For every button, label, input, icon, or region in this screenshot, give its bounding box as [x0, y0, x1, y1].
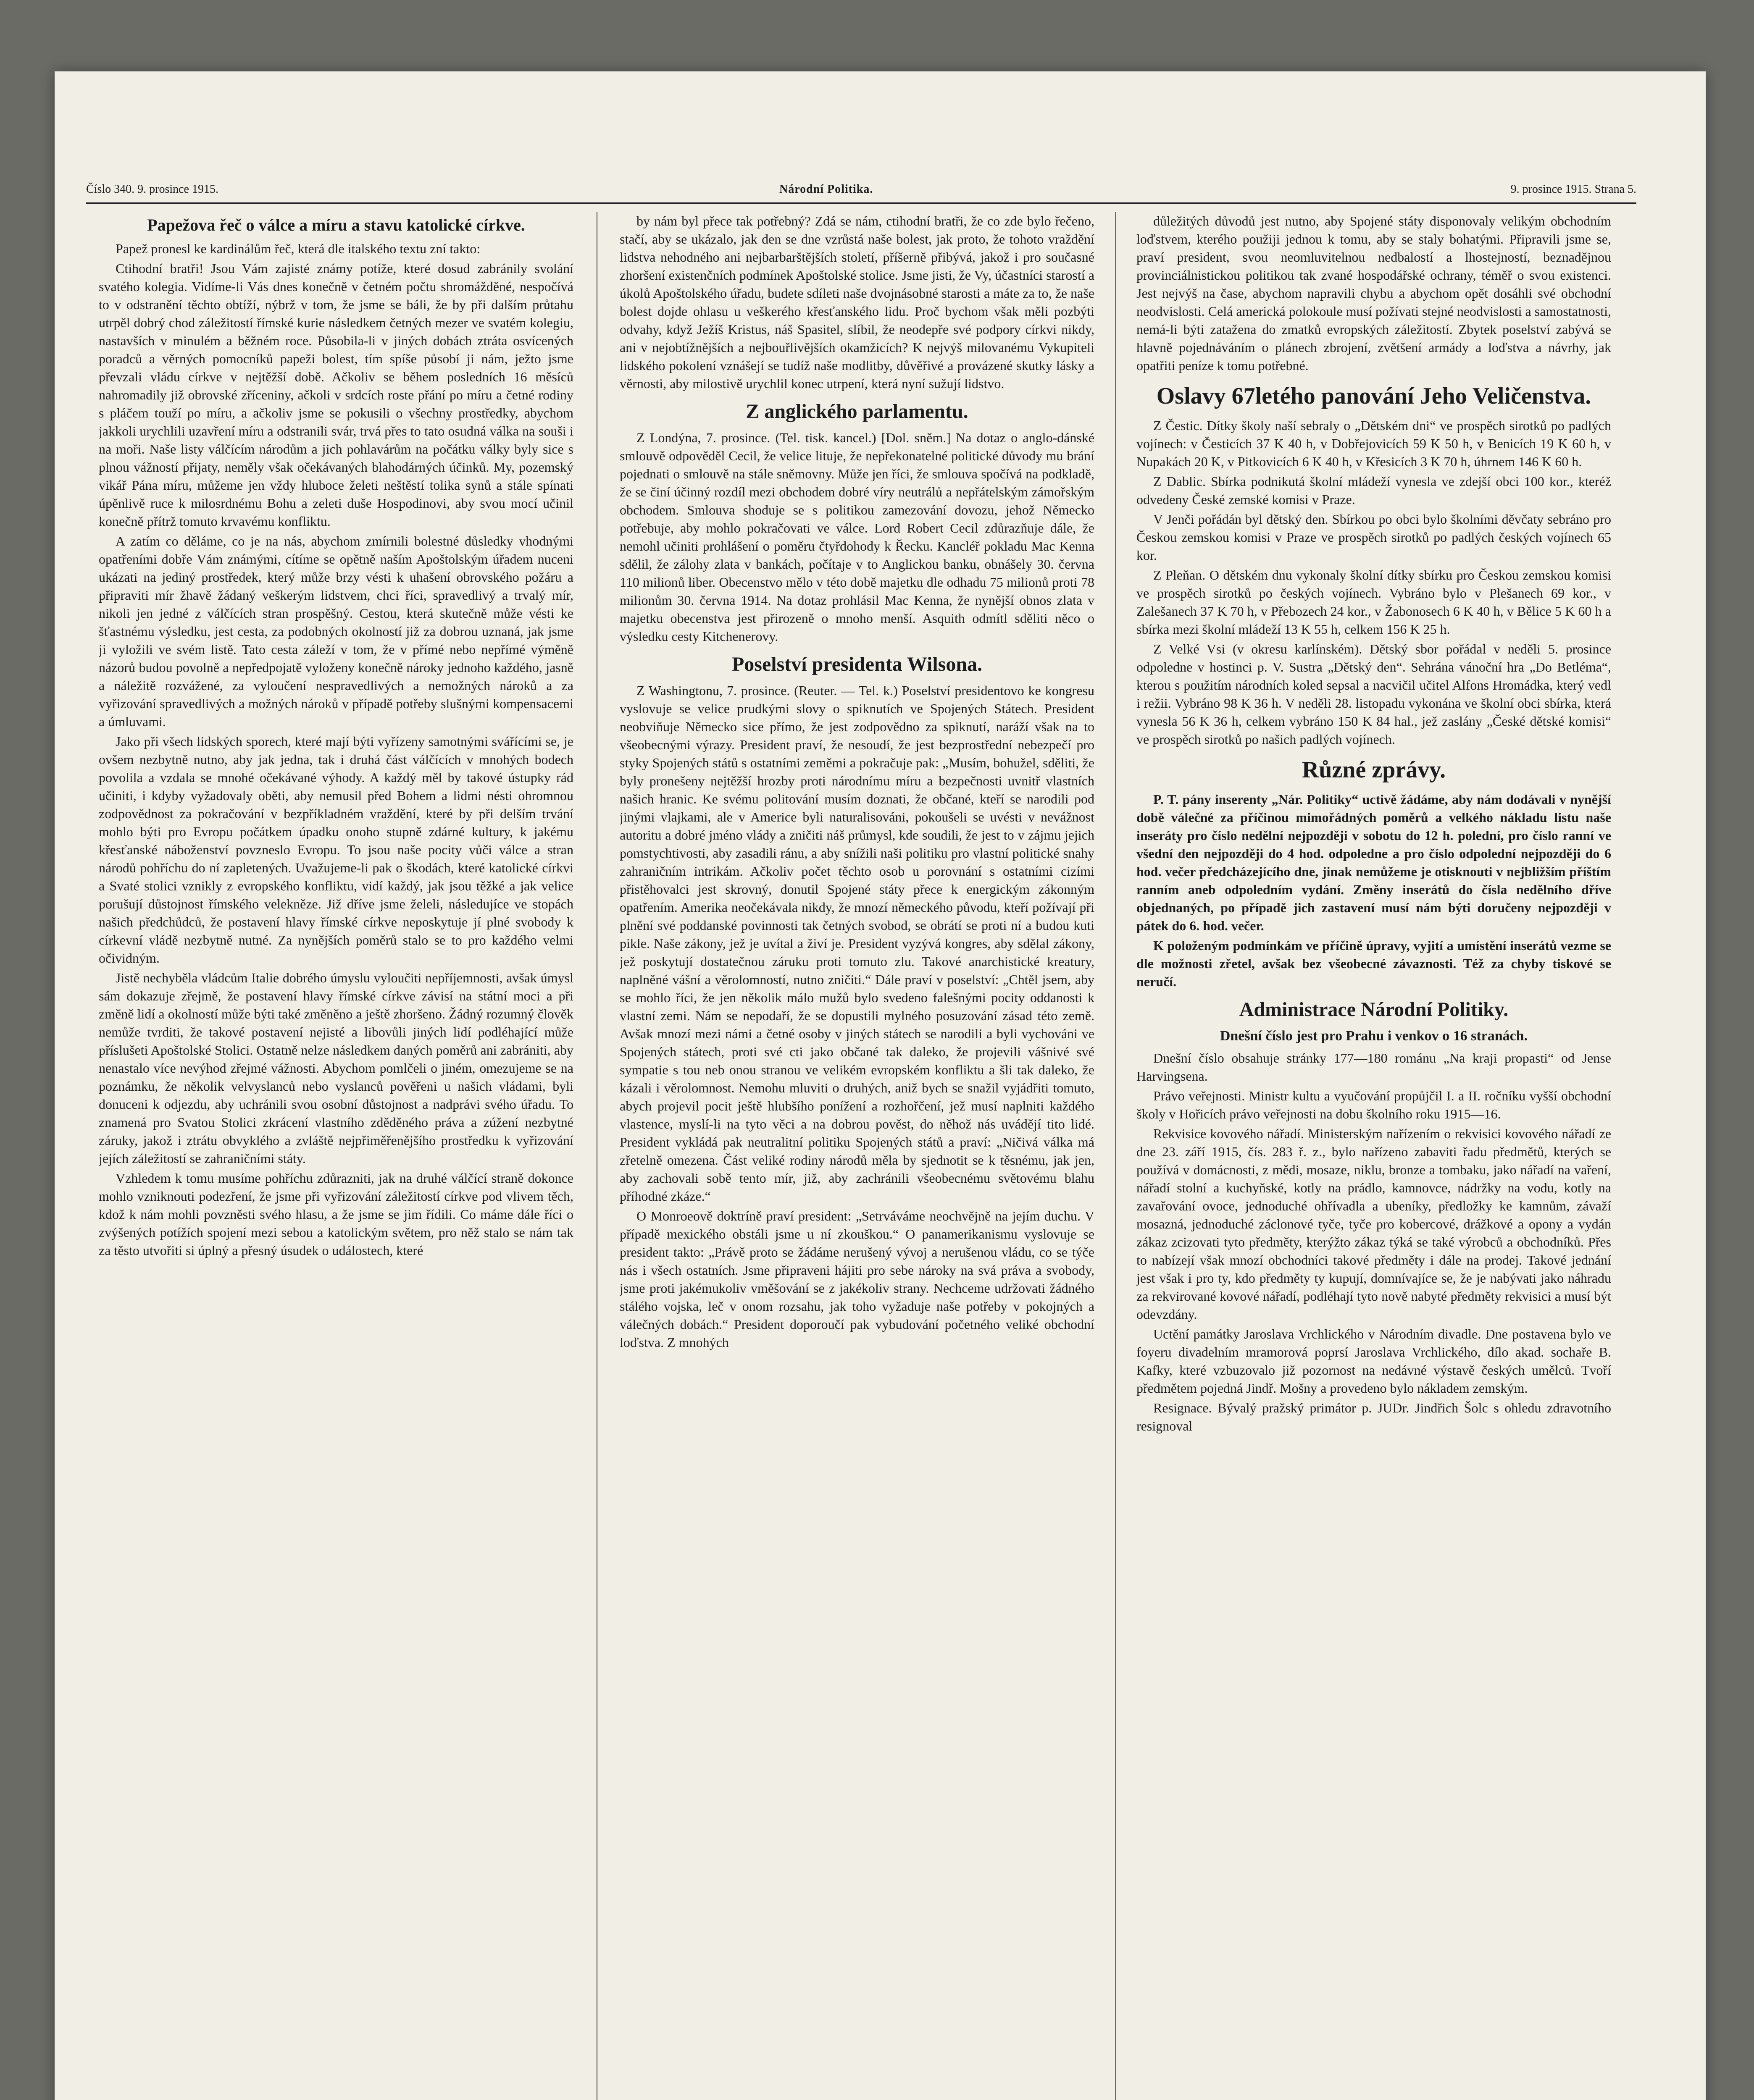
- column-divider: [1115, 212, 1116, 2100]
- signature-title: Administrace Národní Politiky.: [1239, 998, 1509, 1021]
- paragraph: A zatím co děláme, co je na nás, abychom zmírnili bolestné důsledky vhodnými opatřeními dobře Vám známými, cítíme se opětně naším Apoštolským úřadem nuceni ukázati na jediný prostředek, který může brzy vésti k uhašení obrovského požáru a připraviti mír žhavě žádaný veškerým lidstvem, chci říci, spravedlivý a trvalý mír, nikoli jen jedné z válčících stran prospěšný. Cestou, která skutečně může vésti ke šťastnému výsledku, jest cesta, za podobných okolností již za dobrou uznaná, jak jsme ji vyložili ve svém listě. Tato cesta záleží v tom, že v přímé nebo nepřímé výměně názorů budou povolně a nepředpojatě vyloženy konečně nároky jednoho každého, jasně a náležitě rozvážené, za vyloučení nespravedlivých a nemožných nároků a za vyřizování spravedlivých a možných nároků v případě potřeby slušnými kompensacemi a úmluvami.: [99, 533, 573, 729]
- page-header: [86, 183, 1636, 202]
- article-title: Papežova řeč o válce a míru a stavu katolické církve.: [147, 215, 525, 234]
- paragraph: by nám byl přece tak potřebný? Zdá se nám, ctihodní bratři, že co zde bylo řečeno, stačí, aby se ukázalo, jak den se dne vzrůstá naše bolest, jak proto, že tohoto vraždění lidstva nehodného ani nejbarbarštějších století, příšerně přibývá, jakož i pro současné zhoršení existenčních podmínek Apoštolské stolice. Jsme jisti, že Vy, účastníci starostí a úkolů Apoštolského úřadu, budete sdíleti naše dvojnásobné starosti a máte za to, že naše bolest dojde ohlasu u veškerého křesťanského lidu. Proč bychom však měli pozbýti odvahy, když Ježíš Kristus, náš Spasitel, slíbil, že neodepře své podpory církvi nikdy, ani v nejobtížnějších a nejbouřlivějších okamžicích? K nejvýš milovanému Vykupiteli lidského pokolení vznášejí se tudíž naše modlitby, důvěřivé a provázené skutky lásky a věrnosti, aby milostivě urychlil konec utrpení, která nyní sužují lidstvo.: [620, 213, 1094, 391]
- article-title: Z anglického parlamentu.: [746, 400, 968, 423]
- article-title: Poselství presidenta Wilsona.: [731, 653, 983, 675]
- paragraph: Vzhledem k tomu musíme pohříchu zdůrazniti, jak na druhé válčící straně dokonce mohlo vzniknouti podezření, že jsme při vyřizování záležitostí církve pod vlivem těch, kdož k nám mohli povzněsti svého hlasu, a že jsme se jim řídili. Co máme dále říci o zvýšených potížích spojení mezi sebou a katolickým světem, pro něž stalo se nám tak za těsto utvořiti si úplný a přesný úsudek o událostech, které: [99, 1171, 573, 1258]
- paragraph: P. T. pány inserenty „Nár. Politiky“ uctivě žádáme, aby nám dodávali v nynější době válečné za příčinou mimořádných poměrů a velkého nákladu listu naše inseráty pro číslo nedělní nejpozději v sobotu do 12 h. polední, pro číslo ranní ve všední den nejpozději do 4 hod. odpoledne a pro číslo odpolední nejpozději do 6 hod. večer předcházejícího dne, jinak nemůžeme je otisknouti v nejbližším příštím ranním aneb odpoledním vydání. Změny inserátů do čísla nedělního dříve objednaných, po případě jich zastavení musí nám býti doručeny nejpozději v pátek do 6. hod. večer.: [1136, 792, 1611, 933]
- column-2: [620, 212, 1094, 2100]
- paragraph: K položeným podmínkám ve příčině úpravy, vyjití a umístění inserátů vezme se dle možnosti zřetel, avšak bez všeobecné závaznosti. Též za chyby tiskové se neručí.: [1136, 938, 1611, 989]
- issue-number: Číslo 340. 9. prosince 1915.: [86, 183, 218, 196]
- paragraph: Jako při všech lidských sporech, které mají býti vyřízeny samotnými svářícími se, je ovšem nezbytně nutno, aby jak jedna, tak i druhá část válčících v mnohých bodech povolila a vzdala se mnohé očekávané výhody. A každý měl by takové ústupky rád učiniti, i kdyby vyžadovaly oběti, aby nemusil před Bohem a lidmi nésti ohromnou zodpovědnost za pokračování v bezpříkladném vraždění, které by při delším trvání mohlo býti pro Evropu počátkem úpadku onoho stupně zdárné kultury, k jakému křesťanské náboženství povzneslo Evropu. To jsou naše pocity vůči válce a stran národů pohříchu do ní zapletených. Uvažujeme-li pak o škodách, které katolické církvi a Svaté stolici vznikly z evropského konfliktu, vidí každý, jak jsou těžké a jak velice porušují důstojnost římského velekněze. Již dříve jsme želeli, následujíce ve stopách našich předchůdců, že postavení hlavy římské církve neposkytuje jí plné svobody k církevní vládě nezbytně nutné. Za nynějších poměrů stalo se to pro každého velmi očividným.: [99, 734, 573, 966]
- paragraph: Z Čestic. Dítky školy naší sebraly o „Dětském dni“ ve prospěch sirotků po padlých vojínech: v Česticích 37 K 40 h, v Dobřejovicích 59 K 50 h, v Benicích 19 K 60 h, v Nupakách 20 K, v Pitkovicích 6 K 40 h, v Křesicích 3 K 70 h, úhrnem 146 K 60 h.: [1136, 418, 1611, 469]
- paragraph: Z Dablic. Sbírka podnikutá školní mládeží vynesla ve zdejší obci 100 kor., kteréž odvedeny České zemské komisi v Praze.: [1136, 474, 1611, 507]
- paragraph: Z Pleňan. O dětském dnu vykonaly školní dítky sbírku pro Českou zemskou komisi ve prospěch sirotků po českých vojínech. Vybráno bylo v Plešanech 69 kor., v Zalešanech 37 K 70 h, v Přebozech 24 kor., v Žabonosech 6 K 40 h, v Bělice 5 K 60 h a sbírka mezi školní mládeží 13 K 55 h, celkem 156 K 25 h.: [1136, 567, 1611, 637]
- paragraph: Uctění památky Jaroslava Vrchlického v Národním divadle. Dne postavena bylo ve foyeru divadelním mramorová poprsí Jaroslava Vrchlického, dílo akad. sochaře B. Kafky, které vzbuzovalo již pozornost na nedávné výstavě českých umělců. Tvoří předmětem pojedná Jindř. Mošny a provedeno bylo nákladem zemským.: [1136, 1326, 1611, 1396]
- edition-note: Dnešní číslo jest pro Prahu i venkov o 16 stranách.: [1220, 1028, 1528, 1044]
- paragraph: V Jenči pořádán byl dětský den. Sbírkou po obci bylo školními děvčaty sebráno pro Českou zemskou komisi v Praze ve prospěch sirotků po padlých českých vojínech 65 kor.: [1136, 512, 1611, 563]
- paragraph: Resignace. Bývalý pražský primátor p. JUDr. Jindřich Šolc s ohledu zdravotního resignoval: [1136, 1400, 1611, 1433]
- paragraph: Papež pronesl ke kardinálům řeč, která dle italského textu zní takto:: [116, 241, 481, 256]
- header-rule: [86, 202, 1636, 204]
- article-title: Různé zprávy.: [1302, 757, 1446, 783]
- paragraph: Rekvisice kovového nářadí. Ministerským nařízením o rekvisici kovového nářadí ze dne 23. září 1915, čís. 283 ř. z., bylo nařízeno zabaviti řadu předmětů, kterých se používá v domácnosti, z mědi, mosaze, niklu, bronze a tombaku, jako nářadí na vaření, nářadí stolní a kuchyňské, kotly na prádlo, kamnovce, nádržky na vodu, kotly na zavařování ovoce, jednoduché ohřívadla a ubeníky, předložky ke kamnům, závaží mosazná, jednoduché záclonové tyče, tyče pro kobercové, drážkové a opony a vydán zákaz zcizovati tyto předměty, kterýžto zákaz týká se také výrobců a obchodníků. Přes to nabízejí však mnozí obchodníci takové předměty i dále na prodej. Takové jednání jest však i pro ty, kdo předměty ty kupují, domnívajíce se, že je nabývati jako náhradu za rekvirované kovové nářadí, podléhají tyto nově nabyté předměty rekvisici a musí být odevzdány.: [1136, 1126, 1611, 1322]
- paragraph: Dnešní číslo obsahuje stránky 177—180 románu „Na kraji propasti“ od Jense Harvingsena.: [1136, 1050, 1611, 1084]
- paragraph: důležitých důvodů jest nutno, aby Spojené státy disponovaly velikým obchodním loďstvem, kterého použiji jednou k tomu, aby se staly bohatými. Připravili jsme se, praví president, svou neomluvitelnou nedbalostí a lhostejností, beznadějnou provinciálnistickou politikou tak zvané hospodářské ochrany, téměř o svou existenci. Jest nejvýš na čase, abychom napravili chybu a abychom opět dosáhli své obchodní neodvislosti. Celá americká polokoule musí požívati stejné neodvislosti a samostatnosti, nemá-li býti zatažena do zmatků evropských záležitostí. Zbytek poselství zabývá se hlavně pojednáváním o plánech zbrojení, zvětšení armády a loďstva a návrhy, jak opatřiti peníze k tomu potřebné.: [1136, 213, 1611, 373]
- column-3: [1136, 212, 1611, 2100]
- paragraph: Právo veřejnosti. Ministr kultu a vyučování propůjčil I. a II. ročníku vyšší obchodní školy v Hořicích právo veřejnosti na dobu školního roku 1915—16.: [1136, 1088, 1611, 1121]
- article-body: [99, 240, 573, 1260]
- page-number: 9. prosince 1915. Strana 5.: [1510, 183, 1636, 196]
- paragraph: Z Velké Vsi (v okresu karlínském). Dětský sbor pořádal v neděli 5. prosince odpoledne v hostinci p. V. Sustra „Dětský den“. Sehrána vánoční hra „Do Betléma“, kterou s použitím národních koled sepsal a nacvičil učitel Alfons Hromádka, který vedl i režii. Vybráno 98 K 36 h. V neděli 28. listopadu vykonána ve školní obci sbírka, která vynesla 56 K 36 h, celkem vybráno 150 K 84 hal., jež zaslány „České dětské komisi“ ve prospěch sirotků po našich padlých vojínech.: [1136, 641, 1611, 747]
- paragraph: Z Washingtonu, 7. prosince. (Reuter. — Tel. k.) Poselství presidentovo ke kongresu vyslovuje se velice prudkými slovy o spiknutích ve Spojených Státech. President neobviňuje Německo sice přímo, že jest zodpovědno za spiknutí, naráží však na to všeobecnými výrazy. President praví, že nesoudí, že jest bezprostřední nebezpečí pro styky Spojených států s ostatními zeměmi a pokračuje pak: „Musím, bohužel, sděliti, že byly pronešeny nejtěžší hrozby proti národnímu míru a bezpečnosti uvnitř vlastních našich hranic. Ke svému politování musím doznati, že občané, kteří se narodili pod jinými vlajkami, ale v Americe byli naturalisováni, pokoušeli se uvésti v nevážnost autoritu a dobré jméno vlády a zničiti náš průmysl, kde soudili, že jest to v zájmu jejich pomstychtivosti, aby zasadili ránu, a aby snížili naši politiku pro vlastní politické snahy zahraničním intrikám. Ačkoliv počet těchto osob u porovnání s ostatními cizími přistěhovalci jest skrovný, donutil Spojené státy přece k energickým zákonným opatřením. Amerika neočekávala nikdy, že mnozí německého původu, kteří požívají při plnění své poddanské povinnosti tak četných svobod, se obrátí se proti ní a budou kuti pikle. Naše zákony, jež je uvítal a živí je. President vyzývá kongres, aby sdělal zákony, jež poskytují dostatečnou záruku proti tomuto zlu. Takové anarchistické kreatury, naplněné vášní a věrolomností, nutno zničiti.“ Dále praví v poselství: „Chtěl jsem, aby se mohlo říci, že jen několik málo mužů bylo svedeno falešnými pocity oddanosti k vlastní zemi. Nám se nepodaří, že se dopustili mylného posuzování zásad této země. Avšak mnozí mezi námi a četné osoby v jiných státech se narodili a byli vychováni ve Spojených státech, proti své cti jako občané tak daleko, že projevili vášnivé své sympatie s tou neb onou stranou ve velikém evropském konfliktu a šli tak daleko, že kázali i věrolomnost. Nemohu mluviti o druhých, aniž bych se snažil vyjádřiti tomuto, abych projevil pocit ještě hlubšího ponížení a rozhořčení, jež musí naplniti každého vlastence, myslí-li na tyto věci a na dobrou pověst, do něhož nás uvádějí tito lidé. President vykládá pak neutralitní politiku Spojených států a praví: „Ničivá válka má zřetelně omezena. Část veliké rodiny národů měla by sjednotit se k těsnému, jak jen, aby zachovali sobě tento mír, již, aby zachránili všeobecnému světovému blahu příhodné zkáze.“: [620, 683, 1094, 1204]
- paragraph: O Monroeově doktríně praví president: „Setrváváme neochvějně na jejím duchu. V případě mexického obstáli jsme u ní zkouškou.“ O panamerikanismu vyslovuje se president takto: „Právě proto se žádáme nerušený vývoj a nerušenou vládu, co se týče nás i všech ostatních. Jsme připraveni hájiti pro sebe nároky na svá práva a svobody, jsme proti jakémukoliv vměšování se z jakékoliv strany. Nechceme udržovati žádného stálého vojska, leč v onom rozsahu, jak toho vyžaduje naše potřeby v pokojných a válečných dobách.“ President doporoučí pak vybudování početného veliké obchodní loďstva. Z mnohých: [620, 1208, 1094, 1350]
- article-title: Oslavy 67letého panování Jeho Veličenstva.: [1156, 383, 1591, 409]
- notice-block: [1136, 790, 1611, 991]
- column-1: [99, 212, 573, 2100]
- paragraph: Z Londýna, 7. prosince. (Tel. tisk. kancel.) [Dol. sněm.] Na dotaz o anglo-dánské smlouvě odpověděl Cecil, že velice lituje, že nepřekonatelné politické důvody mu brání pojednati o smlouvě na stále sněmovny. Může jen říci, že smlouva spočívá na podkladě, že se činí účinný rozdíl mezi obchodem dobré víry neutrálů a nepřátelským zámořským obchodem. Smlouva shoduje se s politikou zamezování dovozu, jehož Německo potřebuje, aby mohlo pokračovati ve válce. Lord Robert Cecil zdůrazňuje dále, že nemohl učiniti prohlášení o poměru čtyřdohody k Řecku. Kancléř pokladu Mac Kenna sdělil, že zálohy zlata v bankách, počítaje v to Anglickou banku, obnášely 30. června 110 milionů liber. Obecenstvo mělo v této době majetku dle odhadu 75 milionů proti 78 milionům 30. června 1914. Na dotaz prohlásil Mac Kenna, že nynější obnos zlata v majetku obecenstva jest přirozeně o mnoho menší. Asquith odmítl sděliti něco o výsledku cesty Kitchenerovy.: [620, 430, 1094, 644]
- masthead-title: Národní Politika.: [779, 183, 873, 196]
- paragraph: Ctihodní bratři! Jsou Vám zajisté známy potíže, které dosud zabránily svolání svatého kolegia. Vidíme-li Vás dnes konečně v četném počtu shromážděné, nespočívá to v odstranění těchto obtíží, nýbrž v tom, že jsme se báli, že by při dalším průtahu utrpěl dobrý chod záležitostí římské kurie následkem četných mezer ve svatém kolegiu, nastavších v minulém a běžném roce. Působila-li v jiných dobách ztráta osvícených poradců a věrných pomocníků papeži bolest, tím spíše působí ji nám, ježto jsme převzali vládu církve v nejtěžší době. Ačkoliv se během posledních 16 měsíců nahromadily již obrovské zříceniny, ačkoli v srdcích roste přání po míru a četné rodiny s pláčem touží po míru, a ačkoliv jsme se pokusili o všechny prostředky, abychom jakkoli urychlili uzavření míru a odstranili svár, trvá přes to tato osudná válka na souši i na moři. Naše listy válčícím národům a jich pohlavárům na počátku války byly sice s plnou vážností přijaty, neměly však očekávaných blahodárných účinků. My, pozemský vikář Pána míru, můžeme jen vždy hluboce želeti neštěstí tolika synů a stále spínati úpěnlivě ruce k milosrdnému Bohu a zeleti duše Hospodinovi, aby svou mocí učinil konečně přítrž tomuto krvavému konfliktu.: [99, 261, 573, 529]
- paragraph: Jistě nechyběla vládcům Italie dobrého úmyslu vyloučiti nepříjemnosti, avšak úmysl sám dokazuje zřejmě, že postavení hlavy římské církve závisí na státní moci a při změně lidí a okolností může býti také změněno a ještě zhoršeno. Žádný rozumný člověk nemůže tvrditi, že takové postavení nejisté a libovůli jiných lidí podléhající může příslušeti Apoštolské Stolici. Ostatně nelze následkem daných poměrů ani zabrániti, aby nenastalo více nevýhod zřejmé vážnosti. Abychom pomlčeli o jiném, omezujeme se na poznámku, že několik velvyslanců nebo vyslanců pověřeni u našich vládami, byli donuceni k odjezdu, aby uchránili svou osobní důstojnost a nadprávi svého úřadu. To znamená pro Svatou Stolici zkrácení vlastního zděděného práva a zúžení nezbytné záruky, jakož i ztrátu obvyklého a zvláště nejpřiměřenějšího prostředku k vyřizování jejích záležitostí se zahraničními státy.: [99, 970, 573, 1166]
